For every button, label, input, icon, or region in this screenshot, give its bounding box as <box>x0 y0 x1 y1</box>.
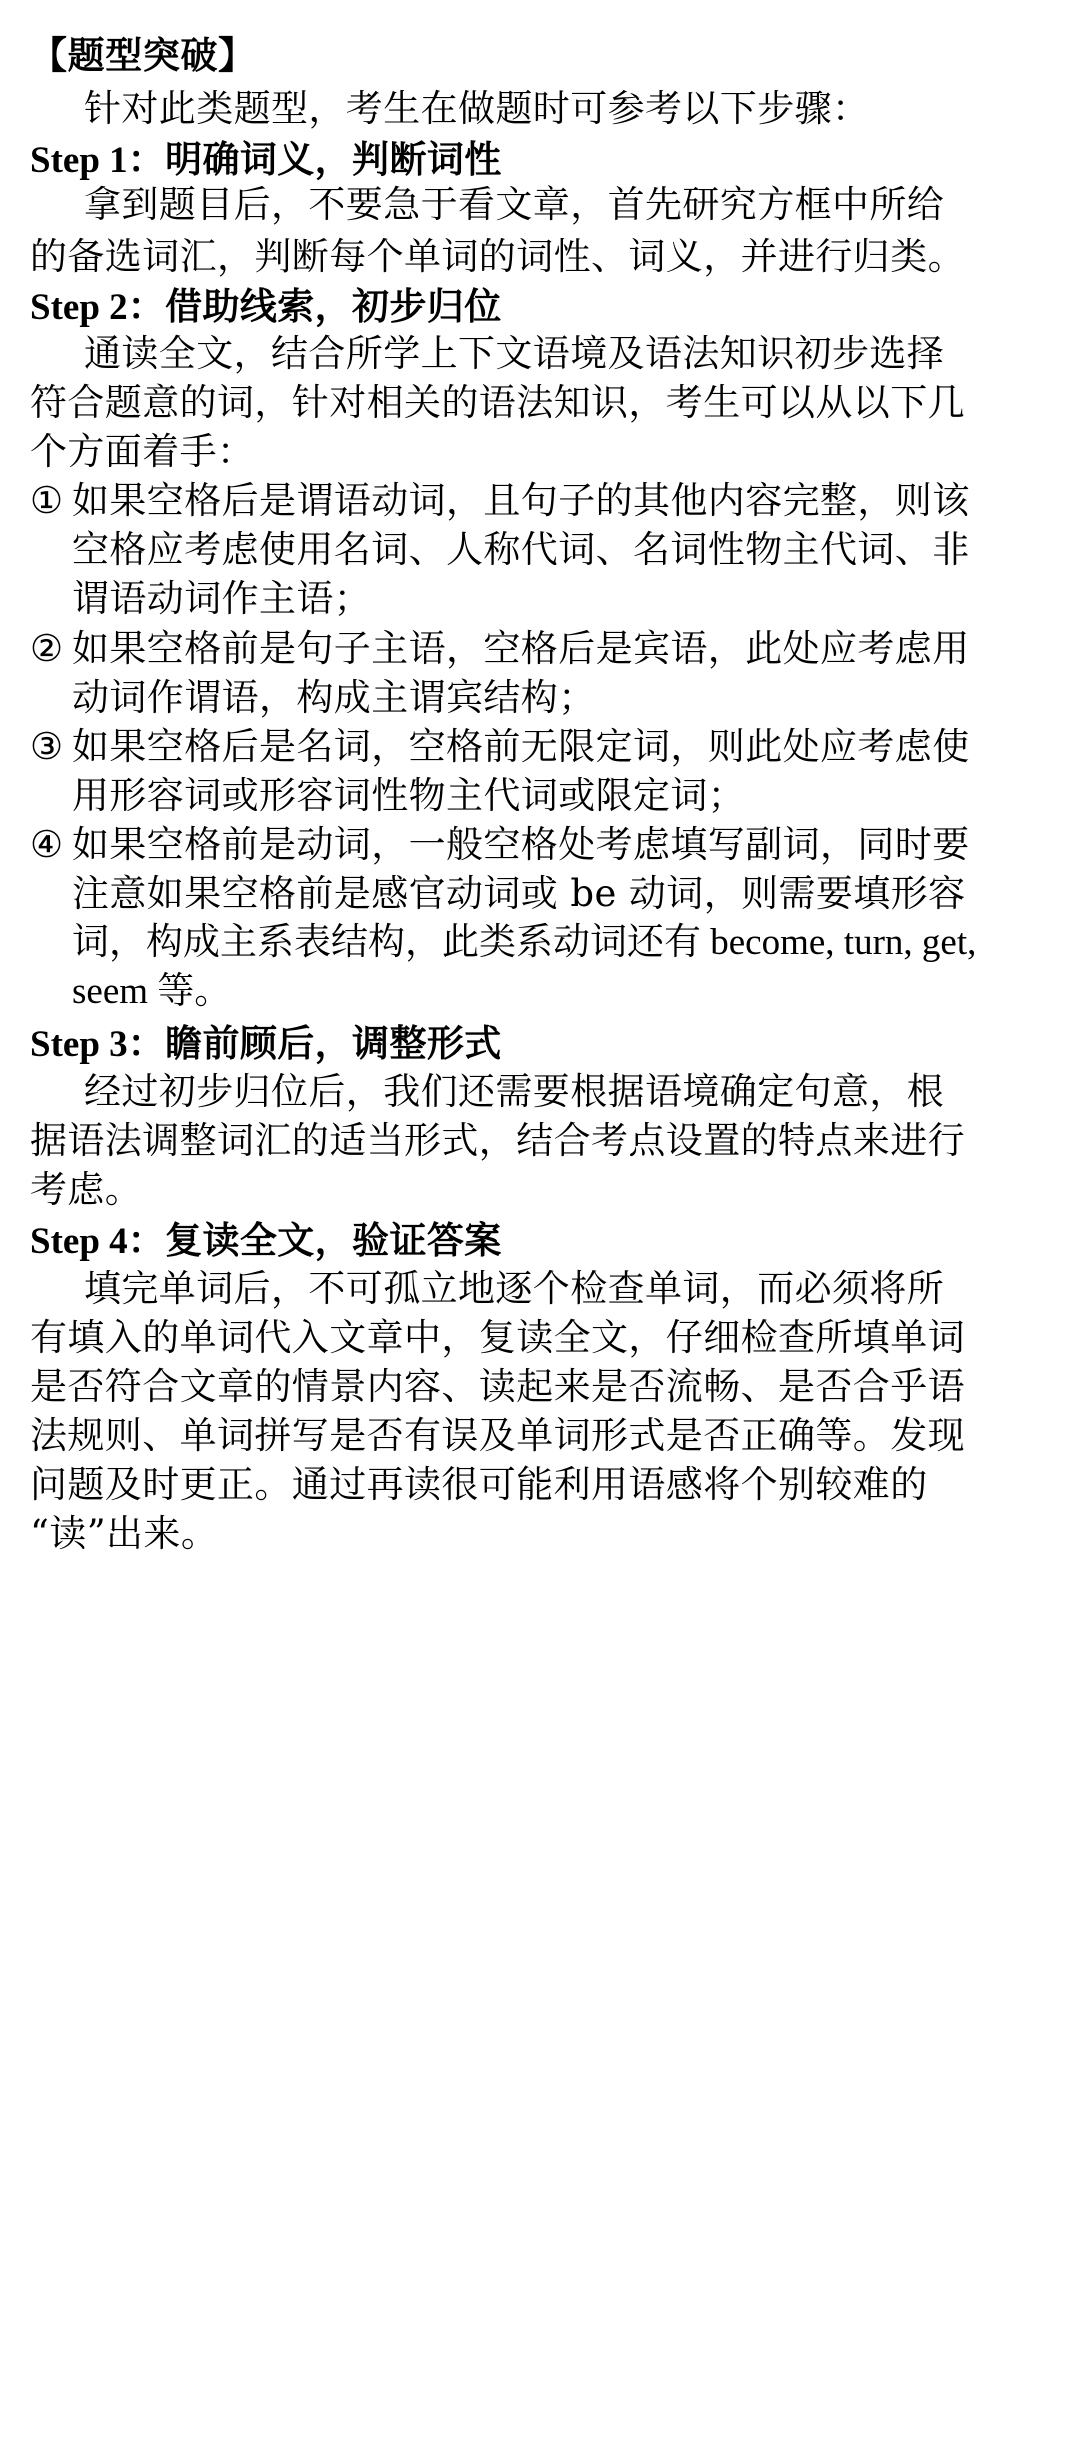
circled-number-1: ① <box>30 479 64 522</box>
step-title: 明确词义，判断词性 <box>165 137 502 181</box>
step-4-paragraph-line: 问题及时更正。通过再读很可能利用语感将个别较难的 <box>30 1463 928 1506</box>
list-item <box>30 820 1080 870</box>
step-4-heading <box>30 1215 1080 1267</box>
step-separator: ： <box>127 1218 166 1262</box>
step-4-paragraph-line: “读”出来。 <box>30 1512 219 1555</box>
list-item-line: 动词作谓语，构成主谓宾结构； <box>72 676 596 719</box>
step-title: 复读全文，验证答案 <box>165 1218 502 1262</box>
step-1-heading <box>30 134 1080 186</box>
list-item-line: 如果空格后是名词，空格前无限定词，则此处应考虑使 <box>72 725 970 768</box>
list-item <box>30 476 1080 526</box>
step-2-heading <box>30 281 1080 333</box>
circled-number-4: ④ <box>30 823 64 866</box>
step-1-paragraph-line: 的备选词汇，判断每个单词的词性、词义，并进行归类。 <box>30 235 965 278</box>
step-label: Step 2 <box>30 287 128 328</box>
step-4-paragraph-line: 法规则、单词拼写是否有误及单词形式是否正确等。发现 <box>30 1414 965 1457</box>
step-separator: ： <box>127 137 166 181</box>
step-label: Step 4 <box>30 1221 128 1262</box>
list-item-line: 如果空格前是动词，一般空格处考虑填写副词，同时要 <box>72 823 970 866</box>
list-item-line: 如果空格后是谓语动词，且句子的其他内容完整，则该 <box>72 479 970 522</box>
step-4-paragraph-line: 有填入的单词代入文章中，复读全文，仔细检查所填单词 <box>30 1316 965 1359</box>
list-item-line: 如果空格前是句子主语，空格后是宾语，此处应考虑用 <box>72 627 970 670</box>
list-item-line: 词，构成主系表结构，此类系动词还有 become, turn, get, <box>72 922 977 963</box>
step-label: Step 3 <box>30 1024 128 1065</box>
list-item <box>30 722 1080 772</box>
list-item <box>30 624 1080 674</box>
step-separator: ： <box>127 284 166 328</box>
step-2-paragraph-line: 通读全文，结合所学上下文语境及语法知识初步选择 <box>84 332 945 375</box>
list-item-line: seem 等。 <box>72 971 232 1012</box>
step-4-paragraph-line: 是否符合文章的情景内容、读起来是否流畅、是否合乎语 <box>30 1365 965 1408</box>
intro-paragraph: 针对此类题型，考生在做题时可参考以下步骤： <box>84 87 870 130</box>
step-3-paragraph-line: 据语法调整词汇的适当形式，结合考点设置的特点来进行 <box>30 1119 965 1162</box>
step-2-paragraph-line: 个方面着手： <box>30 430 255 473</box>
section-title: 【题型突破】 <box>30 33 256 77</box>
step-label: Step 1 <box>30 140 128 181</box>
list-item-line: 注意如果空格前是感官动词或 be 动词，则需要填形容 <box>72 872 966 915</box>
step-1-paragraph-line: 拿到题目后，不要急于看文章，首先研究方框中所给 <box>84 183 945 226</box>
step-title: 借助线索，初步归位 <box>165 284 502 328</box>
step-2-paragraph-line: 符合题意的词，针对相关的语法知识，考生可以从以下几 <box>30 381 965 424</box>
step-3-heading <box>30 1018 1080 1070</box>
step-4-paragraph-line: 填完单词后，不可孤立地逐个检查单词，而必须将所 <box>84 1267 945 1310</box>
step-separator: ： <box>127 1021 166 1065</box>
step-title: 瞻前顾后，调整形式 <box>165 1021 502 1065</box>
step-3-paragraph-line: 经过初步归位后，我们还需要根据语境确定句意，根 <box>84 1070 945 1113</box>
circled-number-3: ③ <box>30 725 64 768</box>
list-item-line: 用形容词或形容词性物主代词或限定词； <box>72 774 746 817</box>
list-item-line: 谓语动词作主语； <box>72 577 372 620</box>
circled-number-2: ② <box>30 627 64 670</box>
step-3-paragraph-line: 考虑。 <box>30 1168 143 1211</box>
list-item-line: 空格应考虑使用名词、人称代词、名词性物主代词、非 <box>72 528 970 571</box>
